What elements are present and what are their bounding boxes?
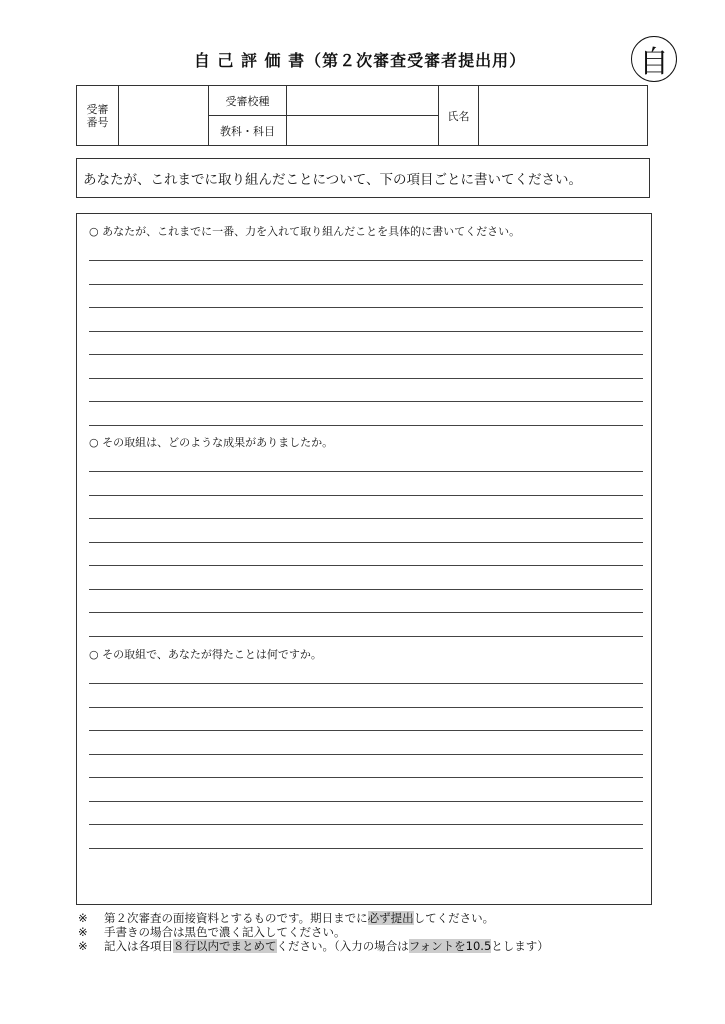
answer-line (89, 589, 643, 590)
answer-line (89, 824, 643, 825)
answer-line (89, 425, 643, 426)
seal-mark: 自 (631, 36, 677, 82)
answer-line (89, 401, 643, 402)
note-3: ※ 記入は各項目８行以内でまとめてください。（入力の場合はフォントを10.5とします） (78, 939, 549, 953)
answer-line (89, 730, 643, 731)
instruction-box: あなたが、これまでに取り組んだことについて、下の項目ごとに書いてください。 (76, 158, 650, 198)
answer-line (89, 518, 643, 519)
subject-label: 教科・科目 (209, 116, 287, 146)
school-type-label: 受審校種 (209, 86, 287, 116)
exam-number-label: 受審 番号 (77, 86, 119, 146)
answer-line (89, 331, 643, 332)
answer-line (89, 354, 643, 355)
answer-line (89, 636, 643, 637)
question-2: ○ その取組は、どのような成果がありましたか。 (89, 436, 334, 449)
answer-line (89, 565, 643, 566)
subject-field[interactable] (287, 116, 439, 146)
answer-line (89, 777, 643, 778)
answer-line (89, 848, 643, 849)
applicant-info-table (76, 85, 648, 146)
notes (78, 911, 549, 953)
answer-line (89, 683, 643, 684)
name-field[interactable] (479, 86, 648, 146)
question-1: ○ あなたが、これまでに一番、力を入れて取り組んだことを具体的に書いてください。 (89, 225, 521, 238)
answer-line (89, 471, 643, 472)
answer-area[interactable] (76, 213, 652, 905)
note-2: ※ 手書きの場合は黒色で濃く記入してください。 (78, 925, 346, 939)
answer-line (89, 495, 643, 496)
answer-line (89, 284, 643, 285)
question-3: ○ その取組で、あなたが得たことは何ですか。 (89, 648, 322, 661)
answer-line (89, 307, 643, 308)
note-1: ※ 第２次審査の面接資料とするものです。期日までに必ず提出してください。 (78, 911, 495, 925)
answer-line (89, 612, 643, 613)
answer-line (89, 754, 643, 755)
school-type-field[interactable] (287, 86, 439, 116)
exam-number-field[interactable] (119, 86, 209, 146)
answer-line (89, 260, 643, 261)
name-label: 氏名 (439, 86, 479, 146)
answer-line (89, 378, 643, 379)
answer-line (89, 542, 643, 543)
answer-line (89, 801, 643, 802)
answer-line (89, 707, 643, 708)
page-title: 自 己 評 価 書（第２次審査受審者提出用） (193, 51, 527, 70)
